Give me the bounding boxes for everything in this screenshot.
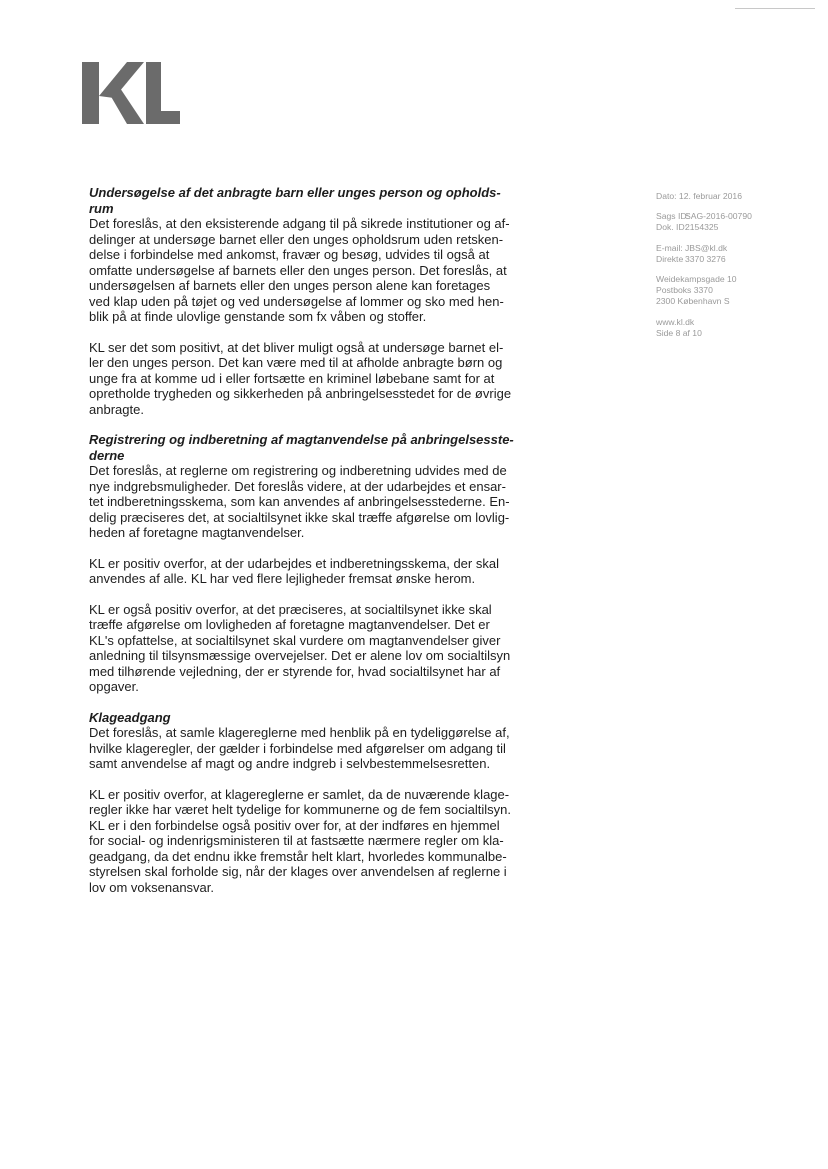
kl-logo — [82, 62, 182, 124]
kl-logo-mark — [82, 62, 182, 124]
text-line: regler ikke har været helt tydelige for kommunerne og de fem socialtilsyn. — [89, 802, 511, 817]
top-rule — [735, 8, 815, 9]
text-line: KL's opfattelse, at socialtilsynet skal vurdere om magtanvendelser giver — [89, 632, 501, 648]
direkte-row — [656, 254, 816, 265]
dok-id-value: 2154325 — [685, 222, 719, 233]
section-heading — [89, 432, 559, 463]
text-line: KL er i den forbindelse også positiv over for, at der indføres en hjemmel — [89, 817, 500, 833]
address-line: Postboks 3370 — [656, 285, 713, 296]
paragraph — [89, 463, 559, 541]
paragraph-gap — [89, 325, 559, 340]
paragraph-gap — [89, 772, 559, 787]
text-line: træffe afgørelse om lovligheden af foretagne magtanvendelser. Det er — [89, 617, 490, 632]
text-line: styrelsen skal forholde sig, når der klages over anvendelsen af reglerne i — [89, 864, 507, 879]
dok-id-row — [656, 222, 816, 233]
paragraph — [89, 787, 559, 896]
text-line: unge fra at komme ud i eller fortsætte en kriminel løbebane samt for at — [89, 370, 495, 386]
section-gap — [89, 417, 559, 432]
document-meta-sidebar — [656, 191, 816, 348]
letter-body — [89, 185, 559, 895]
text-line: undersøgelsen af barnets eller den unges person alene kan foretages — [89, 278, 491, 293]
paragraph — [89, 725, 559, 772]
paragraph — [89, 556, 559, 587]
direkte-value: 3370 3276 — [685, 253, 726, 264]
heading-line: Klageadgang — [89, 709, 171, 725]
meta-date — [656, 191, 816, 202]
text-line: opgaver. — [89, 679, 139, 694]
text-line: opretholde trygheden og sikkerheden på anbringelsesstedet for de øvrige — [89, 386, 512, 401]
heading-line: derne — [89, 447, 125, 463]
meta-web — [656, 317, 816, 339]
section-registrering — [89, 432, 559, 695]
section-heading — [89, 185, 559, 216]
text-line: blik på at finde ulovlige genstande som fx våben og stoffer. — [89, 309, 427, 324]
text-line: samt anvendelse af magt og andre indgreb i selvbestemmelsesretten. — [89, 756, 491, 771]
paragraph — [89, 216, 559, 325]
text-line: omfatte undersøgelse af barnets eller den unges person. Det foreslås, at — [89, 262, 507, 278]
text-line: ved klap uden på tøjet og ved undersøgelse af lommer og sko med hen- — [89, 293, 504, 309]
text-line: hvilke klageregler, der gælder i forbindelse med afgørelser om adgang til — [89, 740, 506, 756]
text-line: med tilhørende vejledning, der er styrende for, hvad socialtilsynet har af — [89, 663, 501, 679]
sags-id-value: SAG-2016-00790 — [685, 211, 752, 222]
text-line: delig præciseres det, at socialtilsynet ikke skal træffe afgørelse om lovlig- — [89, 509, 510, 525]
heading-line: rum — [89, 200, 114, 216]
sags-id-row — [656, 211, 816, 222]
address-line: Weidekampsgade 10 — [656, 274, 737, 285]
text-line: anledning til tilsynsmæssige overvejelser. Det er alene lov om socialtilsyn — [89, 648, 511, 663]
text-line: delinger at undersøge barnet eller den unges opholdsrum uden retsken- — [89, 231, 504, 247]
paragraph-gap — [89, 541, 559, 556]
paragraph — [89, 340, 559, 418]
meta-ids — [656, 211, 816, 233]
date-text: Dato: 12. februar 2016 — [656, 191, 742, 201]
text-line: KL er også positiv overfor, at det præciseres, at socialtilsynet ikke skal — [89, 601, 492, 617]
text-line: for social- og indenrigsministeren til at fastsætte nærmere regler om kla- — [89, 833, 504, 848]
text-line: anvendes af alle. KL har ved flere lejligheder fremsat ønske herom. — [89, 571, 476, 586]
text-line: lov om voksenansvar. — [89, 879, 215, 895]
text-line: geadgang, da det endnu ikke fremstår helt klart, hvorledes kommunalbe- — [89, 848, 507, 864]
text-line: anbragte. — [89, 401, 144, 417]
heading-line: Undersøgelse af det anbragte barn eller unges person og opholds- — [89, 185, 501, 200]
paragraph-gap — [89, 587, 559, 602]
heading-line: Registrering og indberetning af magtanvendelse på anbringelsesste- — [89, 432, 514, 447]
direkte-label: Direkte — [656, 253, 684, 264]
text-line: KL er positiv overfor, at der udarbejdes et indberetningsskema, der skal — [89, 555, 499, 571]
meta-contact — [656, 243, 816, 265]
text-line: ler den unges person. Det kan være med til at afholde anbragte børn og — [89, 355, 503, 370]
text-line: tet indberetningsskema, som kan anvendes af anbringelsesstederne. En- — [89, 494, 510, 509]
page-number: Side 8 af 10 — [656, 327, 702, 338]
web-link[interactable]: www.kl.dk — [656, 316, 695, 327]
section-undersoegelse — [89, 185, 559, 417]
section-klageadgang — [89, 710, 559, 896]
text-line: KL er positiv overfor, at klagereglerne er samlet, da de nuværende klage- — [89, 786, 510, 802]
meta-address — [656, 274, 816, 308]
dok-id-label: Dok. ID: — [656, 222, 688, 233]
email-row — [656, 243, 816, 254]
section-gap — [89, 695, 559, 710]
text-line: Det foreslås, at den eksisterende adgang til på sikrede institutioner og af- — [89, 216, 510, 231]
text-line: delse i forbindelse med ankomst, fravær og besøg, udvides til også at — [89, 247, 490, 262]
text-line: Det foreslås, at reglerne om registrering og indberetning udvides med de — [89, 463, 507, 478]
section-heading — [89, 710, 559, 726]
text-line: heden af foretagne magtanvendelser. — [89, 525, 305, 540]
sags-id-label: Sags ID: — [656, 211, 689, 222]
address-line: 2300 København S — [656, 296, 730, 307]
text-line: nye indgrebsmuligheder. Det foreslås videre, at der udarbejdes et ensar- — [89, 478, 506, 494]
email-value[interactable]: JBS@kl.dk — [685, 242, 728, 253]
email-label: E-mail: — [656, 242, 683, 253]
text-line: Det foreslås, at samle klagereglerne med henblik på en tydeliggørelse af, — [89, 725, 510, 740]
text-line: KL ser det som positivt, at det bliver muligt også at undersøge barnet el- — [89, 339, 504, 355]
paragraph — [89, 602, 559, 695]
